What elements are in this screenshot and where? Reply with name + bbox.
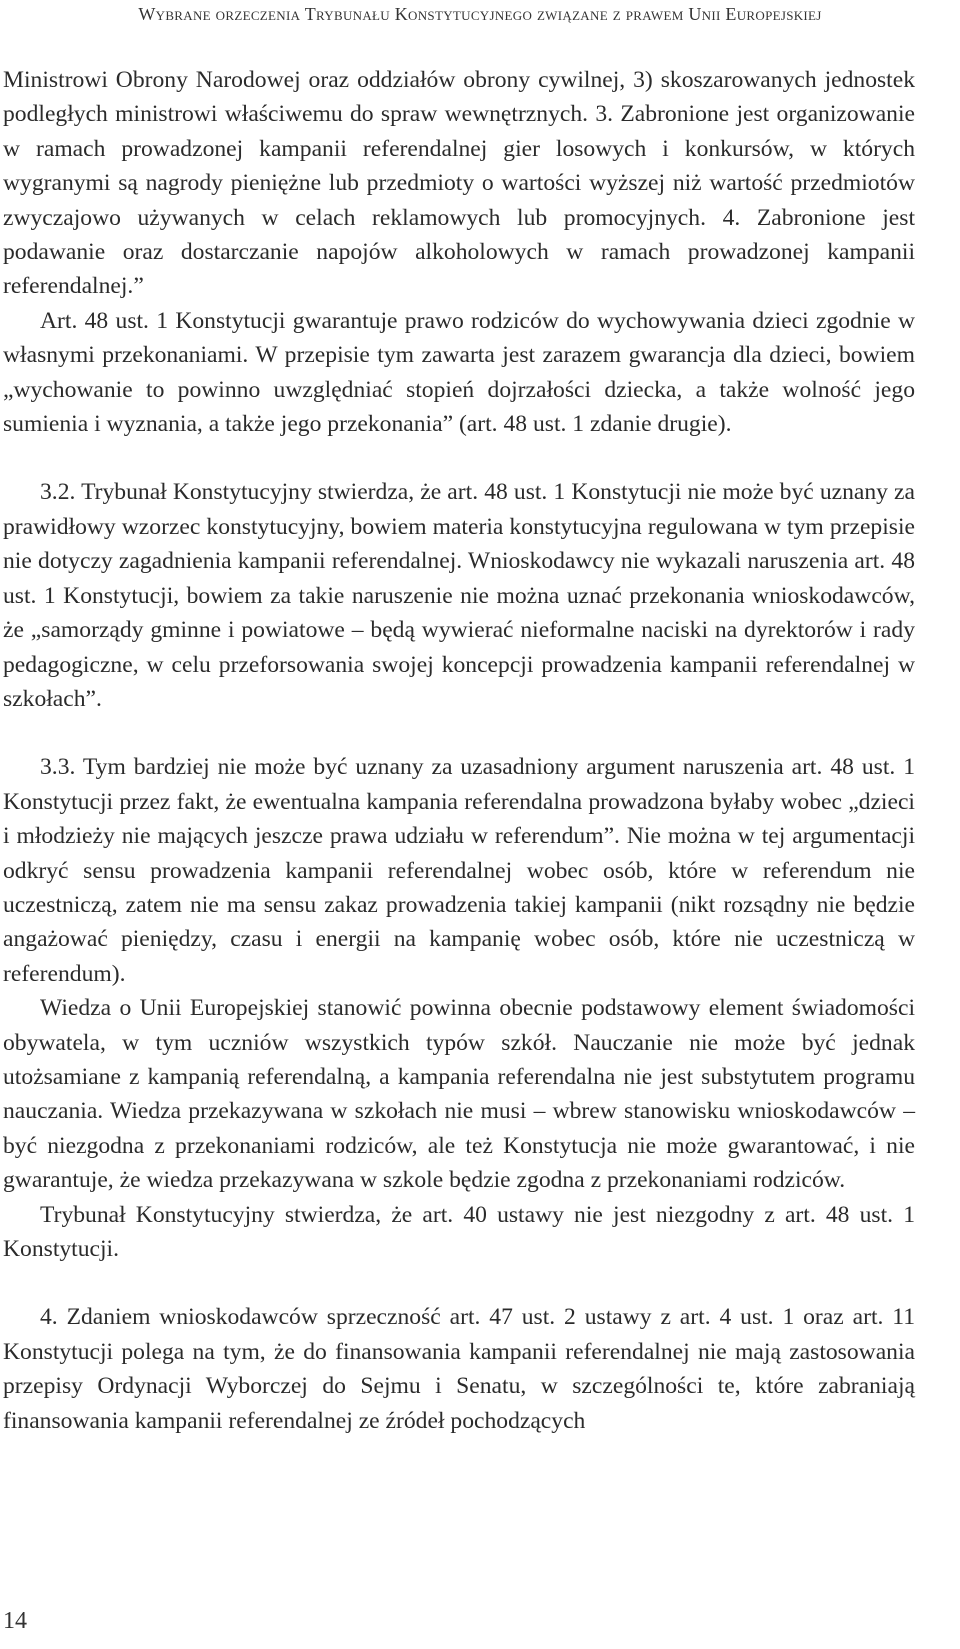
paragraph-section-4: 4. Zdaniem wnioskodawców sprzeczność art. 47 ust. 2 ustawy z art. 4 ust. 1 oraz art. 11 Konstytucji polega na tym, że do finansowania kampanii referendalnej nie mają zastosowania przepisy Ordynacji Wyborczej do Sejmu i Senatu, w szczególności te, które zabraniają finansowania kampanii referendalnej ze źródeł pochodzących [3, 1304, 915, 1434]
paragraph-eu-knowledge: Wiedza o Unii Europejskiej stanowić powinna obecnie podstawowy element świadomości obywatela, w tym uczniów wszystkich typów szkół. Nauczanie nie może być jednak utożsamiane z kampanią referendalną, a kampania referendalna nie jest substytutem programu nauczania. Wiedza przekazywana w szkołach nie musi – wbrew stanowisku wnioskodawców – być niezgodna z przekonaniami rodziców, ale też Konstytucja nie może gwarantować, i nie gwarantuje, że wiedza przekazywana w szkole będzie zgodna z przekonaniami rodziców. [3, 995, 915, 1194]
paragraph-section-3-2: 3.2. Trybunał Konstytucyjny stwierdza, że art. 48 ust. 1 Konstytucji nie może być uznany za prawidłowy wzorzec konstytucyjny, bowiem materia konstytucyjna regulowana w tym przepisie nie dotyczy zagadnienia kampanii referendalnej. Wnioskodawcy nie wykazali naruszenia art. 48 ust. 1 Konstytucji, bowiem za takie naruszenie nie można uznać przekonania wnioskodawców, że „samorządy gminne i powiatowe – będą wywierać nieformalne naciski na dyrektorów i rady pedagogiczne, w celu przeforsowania swojej koncepcji prowadzenia kampanii referendalnej w szkołach”. [3, 479, 915, 712]
paragraph-tribunal-conclusion: Trybunał Konstytucyjny stwierdza, że art. 40 ustawy nie jest niezgodny z art. 48 ust. 1 Konstytucji. [3, 1201, 915, 1262]
document-body [3, 63, 915, 1438]
paragraph-continuation: Ministrowi Obrony Narodowej oraz oddziałów obrony cywilnej, 3) skoszarowanych jednostek podległych ministrowi właściwemu do spraw wewnętrznych. 3. Zabronione jest organizowanie w ramach prowadzonej kampanii referendalnej gier losowych i konkursów, w których wygranymi są nagrody pieniężne lub przedmioty o wartości wyższej niż wartość przedmiotów zwyczajowo używanych w celach reklamowych lub promocyjnych. 4. Zabronione jest podawanie oraz dostarczanie napojów alkoholowych w ramach prowadzonej kampanii referendalnej.” [3, 67, 915, 300]
page-number: 14 [3, 1608, 27, 1634]
running-header: Wybrane orzeczenia Trybunału Konstytucyjnego związane z prawem Unii Europejskiej [138, 4, 822, 24]
paragraph-art48: Art. 48 ust. 1 Konstytucji gwarantuje prawo rodziców do wychowywania dzieci zgodnie w własnymi przekonaniami. W przepisie tym zawarta jest zarazem gwarancja dla dzieci, bowiem „wychowanie to powinno uwzględniać stopień dojrzałości dziecka, a także wolność jego sumienia i wyznania, a także jego przekonania” (art. 48 ust. 1 zdanie drugie). [3, 307, 915, 438]
paragraph-section-3-3: 3.3. Tym bardziej nie może być uznany za uzasadniony argument naruszenia art. 48 ust. 1 Konstytucji przez fakt, że ewentualna kampania referendalna prowadzona byłaby wobec „dzieci i młodzieży nie mających jeszcze prawa udziału w referendum”. Nie można w tej argumentacji odkryć sensu prowadzenia kampanii referendalnej wobec osób, które w referendum nie uczestniczą, zatem nie ma sensu zakaz prowadzenia takiej kampanii (nikt rozsądny nie będzie angażować pieniędzy, czasu i energii na kampanię wobec osób, które nie uczestniczą w referendum). [3, 754, 915, 987]
